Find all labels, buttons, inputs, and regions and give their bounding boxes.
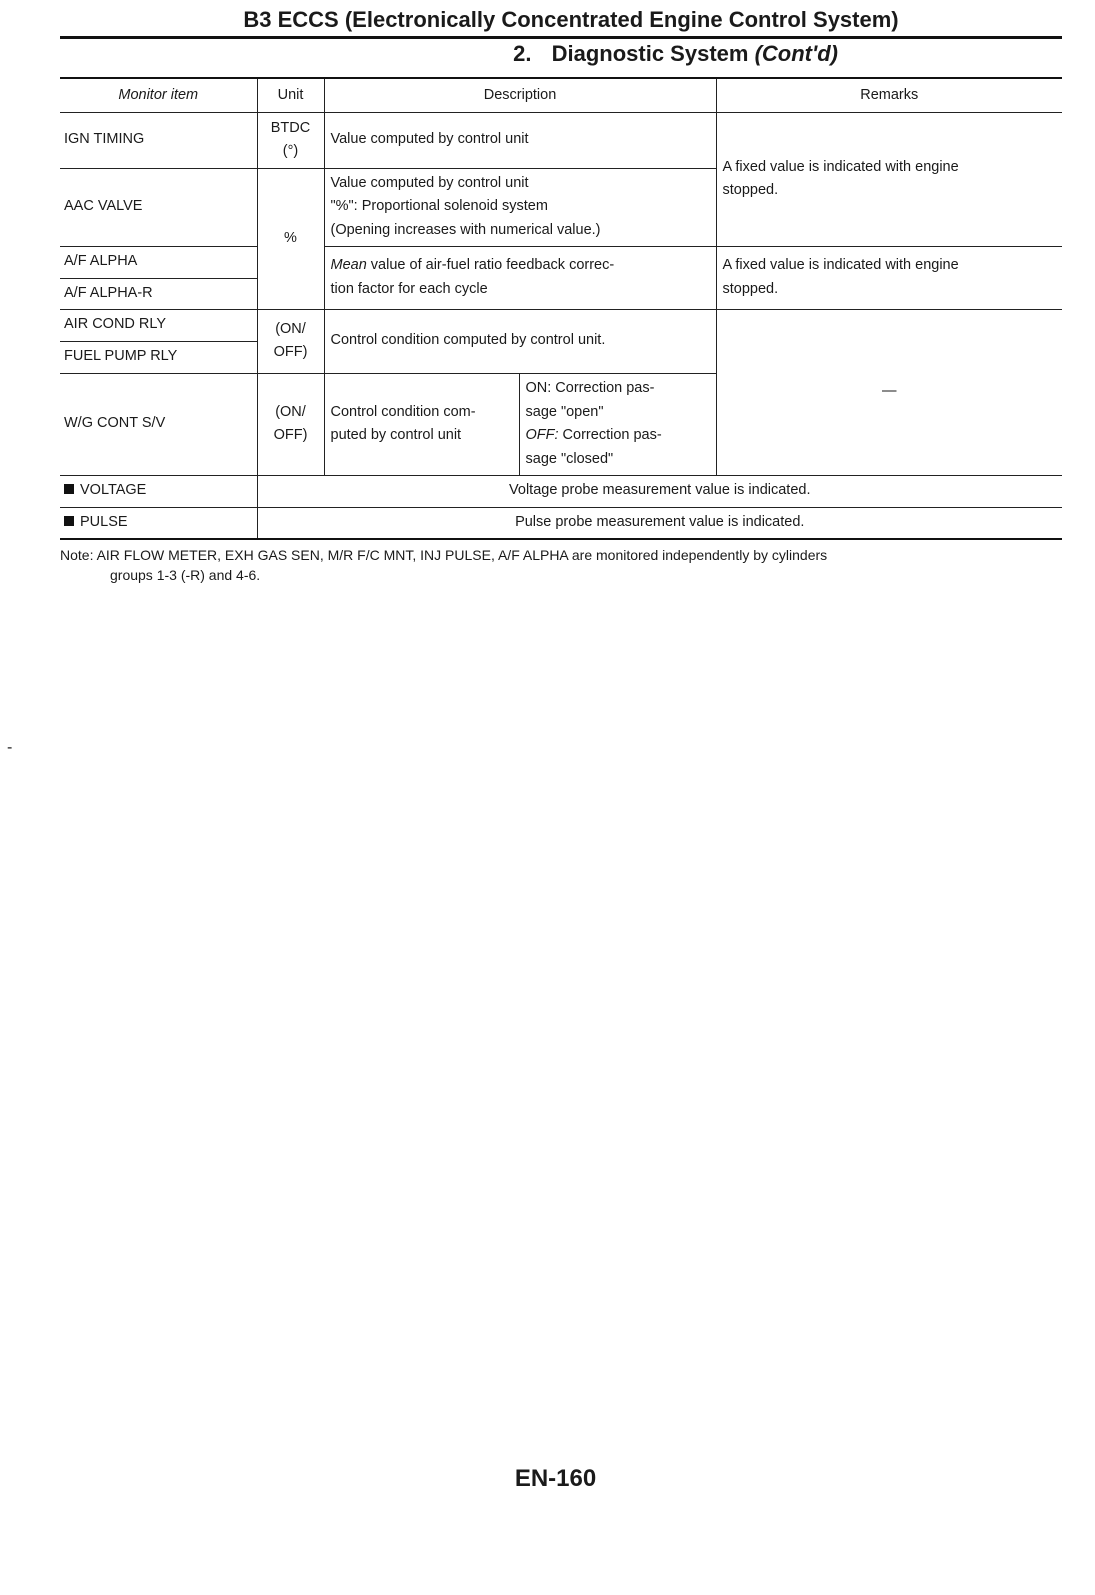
column-header-remarks: Remarks: [716, 78, 1062, 112]
remark-fixed-value-1: A fixed value is indicated with engine stopped.: [716, 112, 1062, 246]
section-name: Diagnostic System: [551, 41, 749, 66]
item-wg-cont-sv: W/G CONT S/V: [60, 373, 257, 475]
unit-ign-timing: BTDC (°): [257, 112, 324, 168]
description-aac-valve: Value computed by control unit "%": Proportional solenoid system (Opening increases with numerical value.): [324, 168, 716, 246]
monitor-table: [60, 77, 1062, 540]
footnote: [60, 545, 1060, 585]
page-title: B3 ECCS (Electronically Concentrated Engine Control System): [243, 7, 899, 32]
item-fuel-pump-rly: FUEL PUMP RLY: [60, 341, 257, 373]
remark-dash: —: [716, 309, 1062, 475]
table-header-row: [60, 78, 1062, 112]
column-header-description: Description: [324, 78, 716, 112]
section-title: [60, 39, 1062, 69]
column-header-monitor-item: Monitor item: [60, 78, 257, 112]
description-pulse: Pulse probe measurement value is indicated.: [257, 507, 1062, 539]
description-wg-cont-sv: Control condition com- puted by control unit: [324, 373, 519, 475]
table-row-af-alpha: [60, 246, 1062, 278]
item-aac-valve: AAC VALVE: [60, 168, 257, 246]
page-number: EN-160: [514, 1465, 597, 1492]
unit-percent: %: [257, 168, 324, 309]
margin-dash: -: [7, 739, 13, 756]
item-voltage: VOLTAGE: [60, 475, 257, 507]
table-row-air-cond-rly: [60, 309, 1062, 341]
item-ign-timing: IGN TIMING: [60, 112, 257, 168]
description-af-alpha: Mean value of air-fuel ratio feedback correc- tion factor for each cycle: [324, 246, 716, 309]
section-suffix: (Cont'd): [754, 41, 838, 66]
section-number: 2.: [513, 41, 532, 66]
footnote-line-2: groups 1-3 (-R) and 4-6.: [110, 567, 261, 583]
item-air-cond-rly: AIR COND RLY: [60, 309, 257, 341]
item-af-alpha-r: A/F ALPHA-R: [60, 278, 257, 309]
column-header-unit: Unit: [257, 78, 324, 112]
description-voltage: Voltage probe measurement value is indicated.: [257, 475, 1062, 507]
description-ign-timing: Value computed by control unit: [324, 112, 716, 168]
remark-fixed-value-2: A fixed value is indicated with engine stopped.: [716, 246, 1062, 309]
item-af-alpha: A/F ALPHA: [60, 246, 257, 278]
unit-wg-cont-sv: (ON/ OFF): [257, 373, 324, 475]
page-header: [60, 6, 1062, 69]
square-bullet-icon: [64, 484, 74, 494]
table-row-pulse: [60, 507, 1062, 539]
description-wg-states: ON: Correction pas- sage "open" OFF: Correction pas- sage "closed": [519, 373, 716, 475]
unit-relay: (ON/ OFF): [257, 309, 324, 373]
item-pulse: PULSE: [60, 507, 257, 539]
square-bullet-icon: [64, 516, 74, 526]
description-relay: Control condition computed by control unit.: [324, 309, 716, 373]
table-row-voltage: [60, 475, 1062, 507]
table-row-ign-timing: [60, 112, 1062, 168]
footnote-line-1: Note: AIR FLOW METER, EXH GAS SEN, M/R F/C MNT, INJ PULSE, A/F ALPHA are monitored independently by cylinders: [60, 547, 828, 563]
